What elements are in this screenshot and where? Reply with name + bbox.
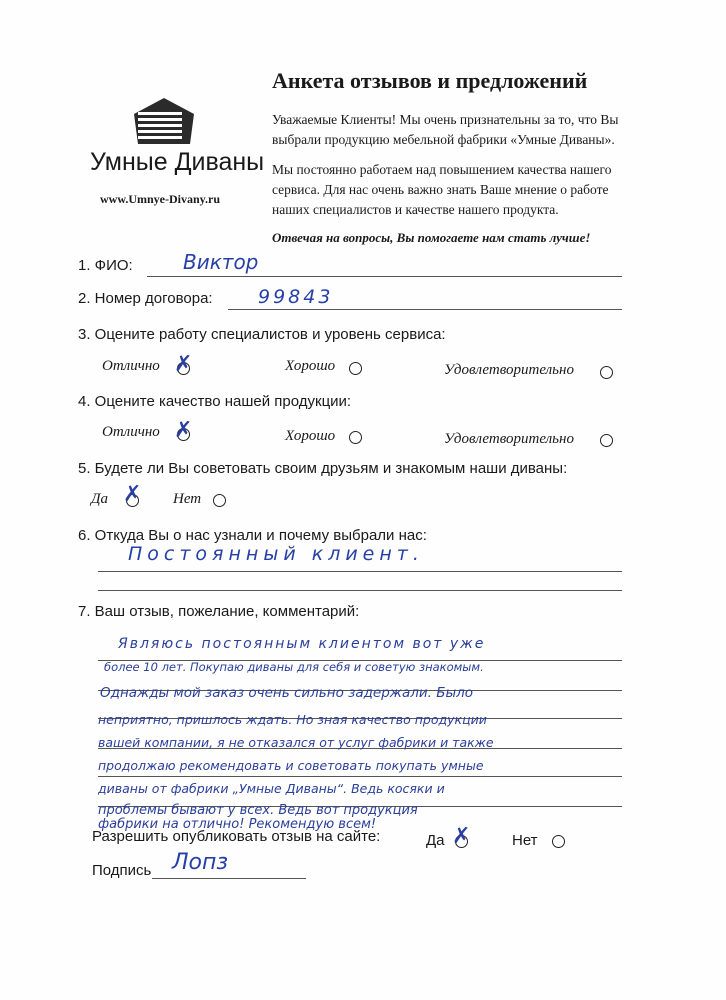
publish-option-yes-label: Да (426, 832, 445, 849)
signature-value[interactable]: Лопз (172, 850, 229, 875)
q7-label: 7. Ваш отзыв, пожелание, комментарий: (78, 603, 360, 620)
q7-comment-line: более 10 лет. Покупаю диваны для себя и советую знакомым. (104, 660, 484, 674)
intro-line: Мы постоянно работаем над повышением качества нашего (272, 162, 612, 177)
q6-label: 6. Откуда Вы о нас узнали и почему выбрали нас: (78, 527, 427, 544)
q7-comment-line: проблемы бывают у всех. Ведь вот продукция (98, 803, 418, 818)
q3-option-excellent-label: Отлично (102, 358, 160, 374)
q3-label: 3. Оцените работу специалистов и уровень сервиса: (78, 326, 446, 343)
check-mark-icon: ✗ (452, 824, 471, 849)
sofa-house-logo-icon (132, 96, 196, 151)
q3-option-good-label: Хорошо (285, 358, 336, 374)
check-mark-icon: ✗ (123, 482, 142, 507)
q5-option-no-label: Нет (173, 491, 202, 507)
publish-option-no-label: Нет (512, 832, 538, 849)
q7-comment-line: диваны от фабрики „Умные Диваны“. Ведь косяки и (98, 781, 445, 796)
q1-label: 1. ФИО: (78, 257, 133, 274)
q7-comment-line: неприятно, пришлось ждать. Но зная качество продукции (98, 712, 487, 727)
q7-comment-line: Однажды мой заказ очень сильно задержали. Было (100, 685, 474, 701)
intro-line: выбрали продукцию мебельной фабрики «Умные Диваны». (272, 132, 615, 147)
brand-name: Умные Диваны (90, 148, 265, 176)
q5-option-yes-label: Да (91, 491, 109, 507)
q7-comment-line: фабрики на отлично! Рекомендую всем! (98, 817, 377, 832)
q4-option-excellent-label: Отлично (102, 424, 160, 440)
signature-label: Подпись (92, 862, 152, 879)
motto-text: Отвечая на вопросы, Вы помогаете нам стать лучше! (272, 230, 591, 245)
q7-underline (98, 776, 622, 777)
q4-option-good-label: Хорошо (285, 428, 336, 444)
q4-option-satisfactory-label: Удовлетворительно (444, 431, 574, 447)
q4-option-good-radio[interactable] (349, 431, 362, 444)
q4-option-satisfactory-radio[interactable] (600, 434, 613, 447)
check-mark-icon: ✗ (174, 352, 193, 377)
q3-option-satisfactory-radio[interactable] (600, 366, 613, 379)
q2-label: 2. Номер договора: (78, 290, 213, 307)
q1-answer[interactable]: Виктор (183, 250, 259, 274)
q5-option-no-radio[interactable] (213, 494, 226, 507)
q6-underline (98, 590, 622, 591)
q3-option-satisfactory-label: Удовлетворительно (444, 362, 574, 378)
q5-label: 5. Будете ли Вы советовать своим друзьям и знакомым наши диваны: (78, 460, 568, 477)
q3-option-good-radio[interactable] (349, 362, 362, 375)
q4-label: 4. Оцените качество нашей продукции: (78, 393, 352, 410)
website-link[interactable]: www.Umnye-Divany.ru (100, 192, 221, 206)
q7-comment-line: вашей компании, я не отказался от услуг фабрики и также (98, 735, 494, 750)
q1-underline (147, 276, 622, 277)
q7-comment-line: продолжаю рекомендовать и советовать покупать умные (98, 758, 484, 773)
form-title: Анкета отзывов и предложений (272, 68, 588, 93)
signature-underline (152, 878, 306, 879)
check-mark-icon: ✗ (174, 418, 193, 443)
q7-comment-line: Являюсь постоянным клиентом вот уже (118, 636, 486, 652)
intro-line: наших специалистов и качестве нашего продукта. (272, 202, 559, 217)
q6-underline (98, 571, 622, 572)
publish-option-no-radio[interactable] (552, 835, 565, 848)
q6-answer[interactable]: Постоянный клиент. (128, 543, 424, 565)
intro-line: Уважаемые Клиенты! Мы очень признательны за то, что Вы (272, 112, 619, 127)
q2-answer[interactable]: 99843 (258, 286, 334, 308)
intro-line: сервиса. Для нас очень важно знать Ваше мнение о работе (272, 182, 609, 197)
q2-underline (228, 309, 622, 310)
publish-label: Разрешить опубликовать отзыв на сайте: (92, 828, 381, 845)
